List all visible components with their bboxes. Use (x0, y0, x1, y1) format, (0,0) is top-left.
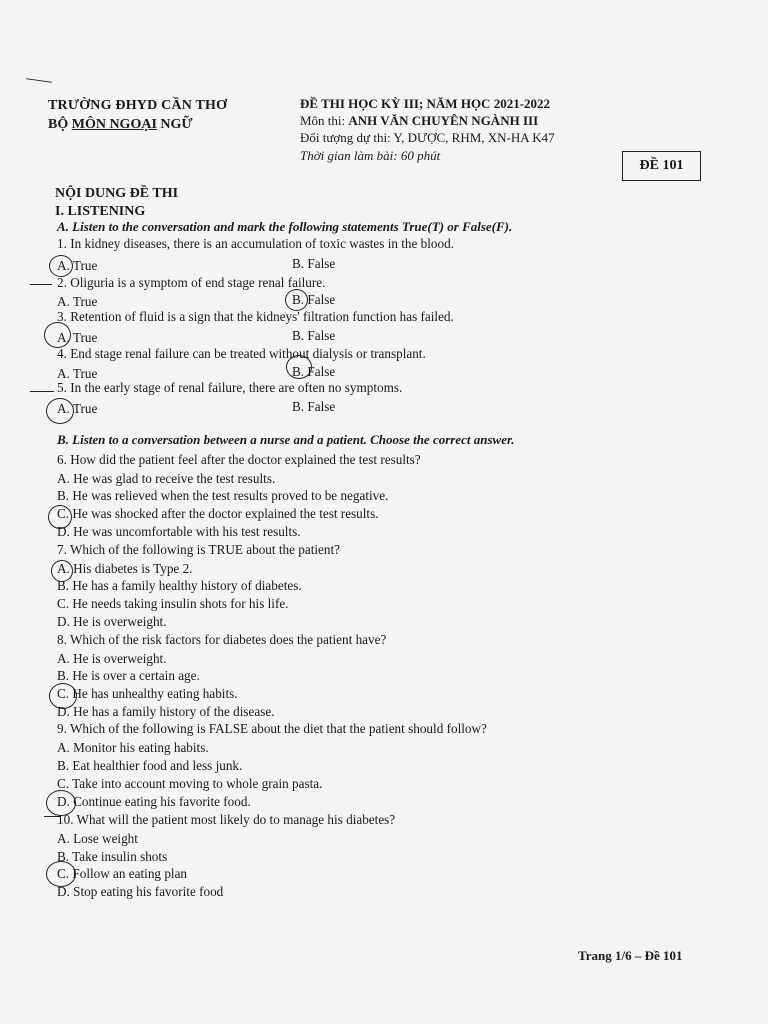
exam-code-box: ĐỀ 101 (622, 151, 701, 181)
pen-dash-mark (30, 284, 52, 285)
q6-option-d: D. He was uncomfortable with his test results. (57, 524, 301, 539)
question-8: 8. Which of the risk factors for diabetes does the patient have? (57, 632, 387, 647)
q2-option-b: B. False (292, 292, 336, 307)
content-heading: NỘI DUNG ĐỀ THI (55, 186, 179, 201)
q8-option-c: C. He has unhealthy eating habits. (57, 686, 238, 701)
exam-title: ĐỀ THI HỌC KỲ III; NĂM HỌC 2021-2022 (300, 96, 551, 111)
part-a-instruction: A. Listen to the conversation and mark the following statements True(T) or False(F). (57, 219, 513, 234)
school-name: TRƯỜNG ĐHYD CẦN THƠ (48, 98, 228, 113)
q10-option-c: C. Follow an eating plan (57, 866, 188, 881)
subject-value: ANH VĂN CHUYÊN NGÀNH III (348, 113, 539, 128)
q8-option-b: B. He is over a certain age. (57, 668, 200, 683)
pen-stroke-mark (26, 78, 52, 83)
q7-option-c: C. He needs taking insulin shots for his life. (57, 596, 289, 611)
q9-option-b: B. Eat healthier food and less junk. (57, 758, 243, 773)
q5-option-b: B. False (292, 399, 336, 414)
dept-prefix: BỘ (48, 117, 72, 132)
question-4: 4. End stage renal failure can be treated without dialysis or transplant. (57, 346, 426, 361)
answer-circle-mark (286, 355, 312, 379)
q10-option-b: B. Take insulin shots (57, 849, 168, 864)
q9-option-a: A. Monitor his eating habits. (57, 740, 209, 755)
q9-option-d: D. Continue eating his favorite food. (57, 794, 251, 809)
answer-circle-mark (49, 255, 73, 277)
q7-option-b: B. He has a family healthy history of diabetes. (57, 578, 302, 593)
subject-label: Môn thi: (300, 113, 349, 128)
question-1: 1. In kidney diseases, there is an accumulation of toxic wastes in the blood. (57, 236, 454, 251)
answer-circle-mark (44, 322, 71, 348)
q6-option-a: A. He was glad to receive the test results. (57, 471, 276, 486)
answer-circle-mark (49, 683, 77, 709)
page-footer: Trang 1/6 – Đề 101 (578, 948, 683, 963)
answer-circle-mark (51, 560, 73, 582)
q2-option-a: A. True (57, 294, 98, 309)
answer-circle-mark (46, 398, 74, 424)
answer-circle-mark (285, 289, 308, 311)
exam-duration: Thời gian làm bài: 60 phút (300, 148, 441, 163)
pen-dash-mark (30, 391, 54, 392)
q9-option-c: C. Take into account moving to whole grain pasta. (57, 776, 323, 791)
dept-underlined: MÔN NGOẠI (71, 117, 157, 132)
question-7: 7. Which of the following is TRUE about the patient? (57, 542, 340, 557)
exam-audience: Đối tượng dự thi: Y, DƯỢC, RHM, XN-HA K47 (300, 130, 555, 145)
q3-option-b: B. False (292, 328, 336, 343)
q10-option-a: A. Lose weight (57, 831, 138, 846)
q8-option-a: A. He is overweight. (57, 651, 167, 666)
question-2: 2. Oliguria is a symptom of end stage renal failure. (57, 275, 326, 290)
q5-option-a: A. True (57, 401, 98, 416)
question-9: 9. Which of the following is FALSE about the diet that the patient should follow? (57, 721, 487, 736)
q6-option-c: C. He was shocked after the doctor explained the test results. (57, 506, 379, 521)
q3-option-a: A. True (57, 330, 98, 345)
answer-circle-mark (48, 505, 72, 529)
department-name (48, 117, 193, 133)
question-6: 6. How did the patient feel after the doctor explained the test results? (57, 452, 421, 467)
q6-option-b: B. He was relieved when the test results proved to be negative. (57, 488, 389, 503)
section-listening: I. LISTENING (55, 204, 146, 219)
question-10: 10. What will the patient most likely do to manage his diabetes? (57, 812, 396, 827)
question-3: 3. Retention of fluid is a sign that the kidneys' filtration function has failed. (57, 309, 454, 324)
q1-option-a: A. True (57, 258, 98, 273)
q4-option-b: B. False (292, 364, 336, 379)
exam-subject (300, 113, 538, 129)
pen-dash-mark (44, 816, 60, 817)
part-b-instruction: B. Listen to a conversation between a nurse and a patient. Choose the correct answer. (57, 432, 515, 447)
dept-suffix: NGỮ (156, 117, 193, 132)
q1-option-b: B. False (292, 256, 336, 271)
q4-option-a: A. True (57, 366, 98, 381)
answer-circle-mark (46, 790, 76, 816)
answer-circle-mark (46, 861, 76, 887)
q7-option-a: A. His diabetes is Type 2. (57, 561, 193, 576)
q8-option-d: D. He has a family history of the disease. (57, 704, 275, 719)
q7-option-d: D. He is overweight. (57, 614, 167, 629)
q10-option-d: D. Stop eating his favorite food (57, 884, 224, 899)
question-5: 5. In the early stage of renal failure, there are often no symptoms. (57, 380, 403, 395)
